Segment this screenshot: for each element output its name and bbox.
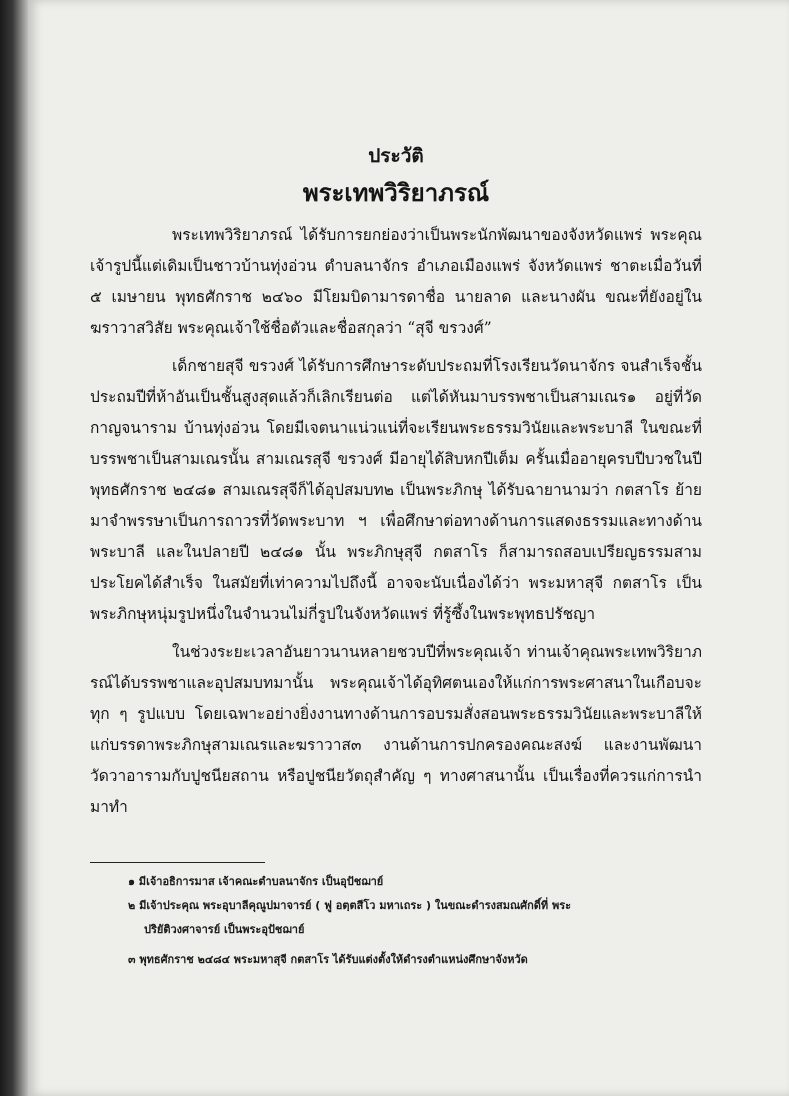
section-heading: ประวัติ	[368, 145, 424, 167]
footnote-2-continuation: ปริยัติวงศาจารย์ เป็นพระอุปัชฌาย์	[144, 923, 305, 936]
paragraph-3: ในช่วงระยะเวลาอันยาวนานหลายชวบปีที่พระคุณเจ้า ท่านเจ้าคุณพระเทพวิริยาภรณ์ได้บรรพชาและอุปสมบทมานั้น พระคุณเจ้าได้อุทิศตนเองให้แก่การพระศาสนาในเกือบจะทุก ๆ รูปแบบ โดยเฉพาะอย่างยิ่งงานทางด้านการอบรมสั่งสอนพระธรรมวินัยและพระบาลีให้แก่บรรดาพระภิกษุสามเณรและฆราวาส๓ งานด้านการปกครองคณะสงฆ์ และงานพัฒนาวัดวาอารามกับปูชนียสถาน หรือปูชนียวัตถุสำคัญ ๆ ทางศาสนานั้น เป็นเรื่องที่ควรแก่การนำมาทำ	[90, 643, 702, 816]
footnote-2: ๒ มีเจ้าประคุณ พระอุบาลีคุณูปมาจารย์ ( ฟู อตฺตสีโว มหาเถระ ) ในขณะดำรงสมณศักดิ์ที่ พระ	[128, 899, 572, 912]
footnote-3: ๓ พุทธศักราช ๒๔๘๔ พระมหาสุจี กตสาโร ได้รับแต่งตั้งให้ดำรงตำแหน่งศึกษาจังหวัด	[128, 953, 528, 966]
footnotes	[128, 870, 688, 972]
paragraph-1: พระเทพวิริยาภรณ์ ได้รับการยกย่องว่าเป็นพระนักพัฒนาของจังหวัดแพร่ พระคุณเจ้ารูปนี้แต่เดิมเป็นชาวบ้านทุ่งอ่วน ตำบลนาจักร อำเภอเมืองแพร่ จังหวัดแพร่ ชาตะเมื่อวันที่ ๕ เมษายน พุทธศักราช ๒๔๖๐ มีโยมบิดามารดาชื่อ นายลาด และนางผัน ขณะที่ยังอยู่ในฆราวาสวิสัย พระคุณเจ้าใช้ชื่อตัวและชื่อสกุลว่า “สุจี ขรวงศ์”	[90, 226, 702, 337]
main-text-block	[90, 140, 702, 823]
page-title: พระเทพวิริยาภรณ์	[302, 178, 490, 207]
paragraph-2: เด็กชายสุจี ขรวงศ์ ได้รับการศึกษาระดับประถมที่โรงเรียนวัดนาจักร จนสำเร็จชั้นประถมปีที่ห้าอันเป็นชั้นสูงสุดแล้วก็เลิกเรียนต่อ แต่ได้หันมาบรรพชาเป็นสามเณร๑ อยู่ที่วัดกาญจนาราม บ้านทุ่งอ่วน โดยมีเจตนาแน่วแน่ที่จะเรียนพระธรรมวินัยและพระบาลี ในขณะที่บรรพชาเป็นสามเณรนั้น สามเณรสุจี ขรวงศ์ มีอายุได้สิบหกปีเต็ม ครั้นเมื่ออายุครบปีบวชในปีพุทธศักราช ๒๔๘๑ สามเณรสุจีก็ได้อุปสมบท๒ เป็นพระภิกษุ ได้รับฉายานามว่า กตสาโร ย้ายมาจำพรรษาเป็นการถาวรที่วัดพระบาท ฯ เพื่อศึกษาต่อทางด้านการแสดงธรรมและทางด้านพระบาลี และในปลายปี ๒๔๘๑ นั้น พระภิกษุสุจี กตสาโร ก็สามารถสอบเปรียญธรรมสามประโยคได้สำเร็จ ในสมัยที่เท่าความไปถึงนี้ อาจจะนับเนื่องได้ว่า พระมหาสุจี กตสาโร เป็นพระภิกษุหนุ่มรูปหนึ่งในจำนวนไม่กี่รูปในจังหวัดแพร่ ที่รู้ซึ้งในพระพุทธปรัชญา	[90, 357, 702, 623]
footnote-1: ๑ มีเจ้าอธิการมาส เจ้าคณะตำบลนาจักร เป็นอุปัชฌาย์	[128, 875, 384, 888]
book-spine-shadow	[0, 0, 28, 1096]
footnote-divider	[90, 862, 265, 863]
